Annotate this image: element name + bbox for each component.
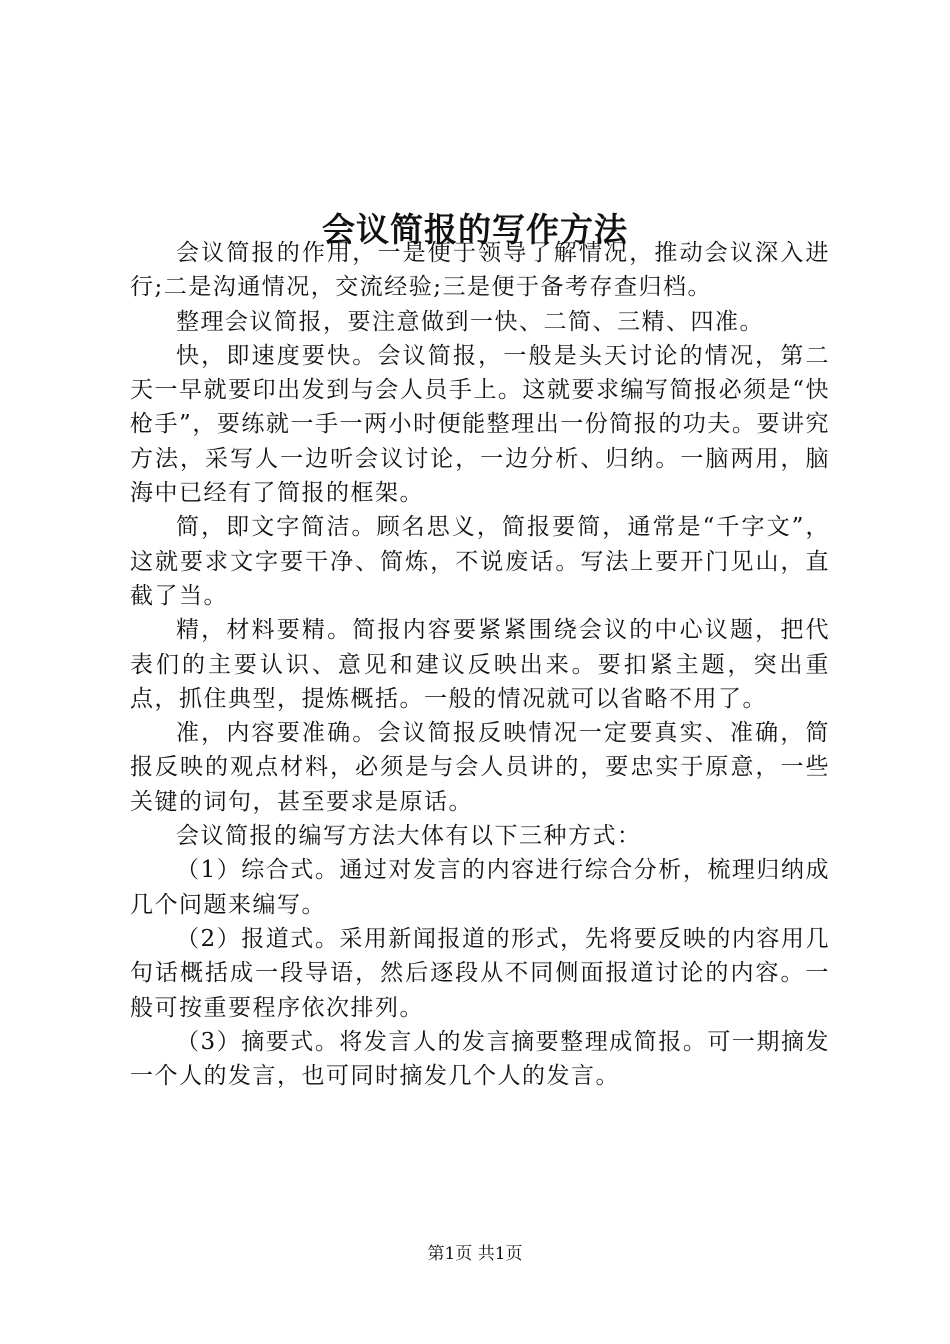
paragraph-methods-intro: 会议简报的编写方法大体有以下三种方式： [176, 823, 642, 850]
paragraph-fast: 快，即速度要快。会议简报，一般是头天讨论的情况，第二天一早就要印出发到与会人员手上。这就要求编写简报必须是“快枪手”，要练就一手一两小时便能整理出一份简报的功夫。要讲究方法，采写人一边听会议讨论，一边分析、归纳。一脑两用，脑海中已经有了简报的框架。 [130, 342, 830, 507]
paragraph-method-comprehensive: （1）综合式。通过对发言的内容进行综合分析，梳理归纳成几个问题来编写。 [130, 857, 830, 918]
document-body [130, 236, 830, 1093]
paragraph-refined: 精，材料要精。简报内容要紧紧围绕会议的中心议题，把代表们的主要认识、意见和建议反映出来。要扣紧主题，突出重点，抓住典型，提炼概括。一般的情况就可以省略不用了。 [130, 617, 830, 712]
page-title: 会议简报的写作方法 [322, 210, 628, 250]
paragraph-concise: 简，即文字简洁。顾名思义，简报要简，通常是“千字文”，这就要求文字要干净、简炼，不说废话。写法上要开门见山，直截了当。 [130, 514, 830, 609]
page-footer: 第1页 共1页 [427, 1244, 523, 1264]
paragraph-method-summary: （3）摘要式。将发言人的发言摘要整理成简报。可一期摘发一个人的发言，也可同时摘发几个人的发言。 [130, 1028, 830, 1090]
paragraph-requirements: 整理会议简报，要注意做到一快、二简、三精、四准。 [176, 308, 764, 335]
paragraph-purpose: 会议简报的作用，一是便于领导了解情况，推动会议深入进行;二是沟通情况，交流经验;三是便于备考存查归档。 [130, 240, 830, 301]
paragraph-method-report: （2）报道式。采用新闻报道的形式，先将要反映的内容用几句话概括成一段导语，然后逐段从不同侧面报道讨论的内容。一般可按重要程序依次排列。 [130, 925, 830, 1021]
paragraph-accurate: 准，内容要准确。会议简报反映情况一定要真实、准确，简报反映的观点材料，必须是与会人员讲的，要忠实于原意，一些关键的词句，甚至要求是原话。 [130, 720, 830, 815]
